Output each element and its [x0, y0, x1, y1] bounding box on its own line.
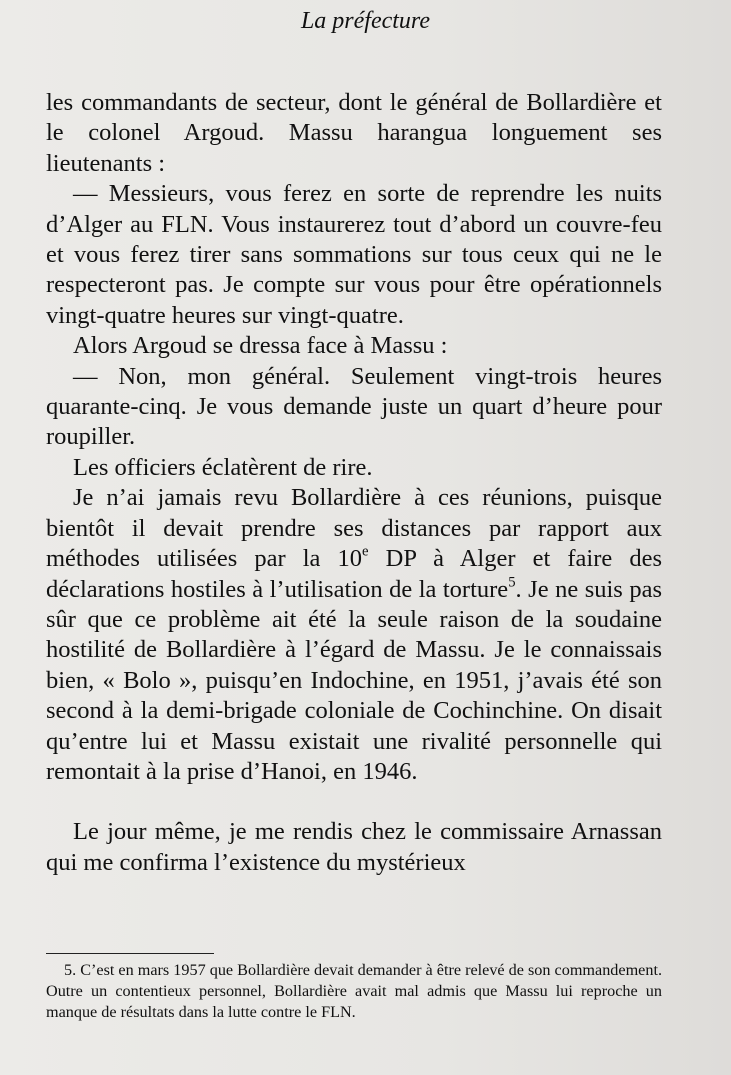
footnote-rule	[46, 953, 214, 954]
paragraph-text: Je n’ai jamais revu Bollardière à ces réunions, puisque bientôt il devait prendre ses distances par rapport aux méthodes utilisées par la 10	[46, 484, 662, 573]
paragraph: — Non, mon général. Seulement vingt-trois heures quarante-cinq. Je vous demande juste un quart d’heure pour roupiller.	[46, 362, 662, 451]
paragraph: les commandants de secteur, dont le général de Bollardière et le colonel Argoud. Massu harangua longuement ses lieutenants :	[46, 89, 662, 177]
paragraph: — Messieurs, vous ferez en sorte de reprendre les nuits d’Alger au FLN. Vous instaurerez tout d’abord un couvre-feu et vous ferez tirer sans sommations sur tous ceux qui ne le respecteront pas. Je compte sur vous pour être opérationnels vingt-quatre heures sur vingt-quatre.	[46, 180, 662, 329]
footnote-reference[interactable]: 5	[508, 574, 516, 591]
paragraph-text: DP à Alger et faire des déclarations hostiles à l’utilisation de la torture	[46, 545, 662, 603]
ordinal-suffix: e	[362, 543, 369, 560]
paragraph-text: . Je ne suis pas sûr que ce problème ait été la seule raison de la soudaine hostilité de Bollardière à l’égard de Massu. Je le connaissais bien, « Bolo », puisqu’en Indochine, en 1951, j’avais été son second à la demi-brigade coloniale de Cochinchine. On disait qu’entre lui et Massu existait une rivalité personnelle qui remontait à la prise d’Hanoi, en 1946.	[46, 575, 662, 785]
paragraph: Alors Argoud se dressa face à Massu :	[73, 332, 448, 360]
paragraph: Les officiers éclatèrent de rire.	[73, 453, 373, 481]
paragraph: Le jour même, je me rendis chez le commissaire Arnassan qui me confirma l’existence du mystérieux	[46, 818, 662, 876]
running-head: La préfecture	[300, 8, 431, 34]
body-text	[46, 88, 662, 878]
footnote	[46, 960, 662, 1023]
paragraph	[46, 483, 662, 787]
footnote-text: 5. C’est en mars 1957 que Bollardière devait demander à être relevé de son commandement. Outre un contentieux personnel, Bollardière avait mal admis que Massu lui reproche un manque de résultats dans la lutte contre le FLN.	[46, 961, 662, 1021]
